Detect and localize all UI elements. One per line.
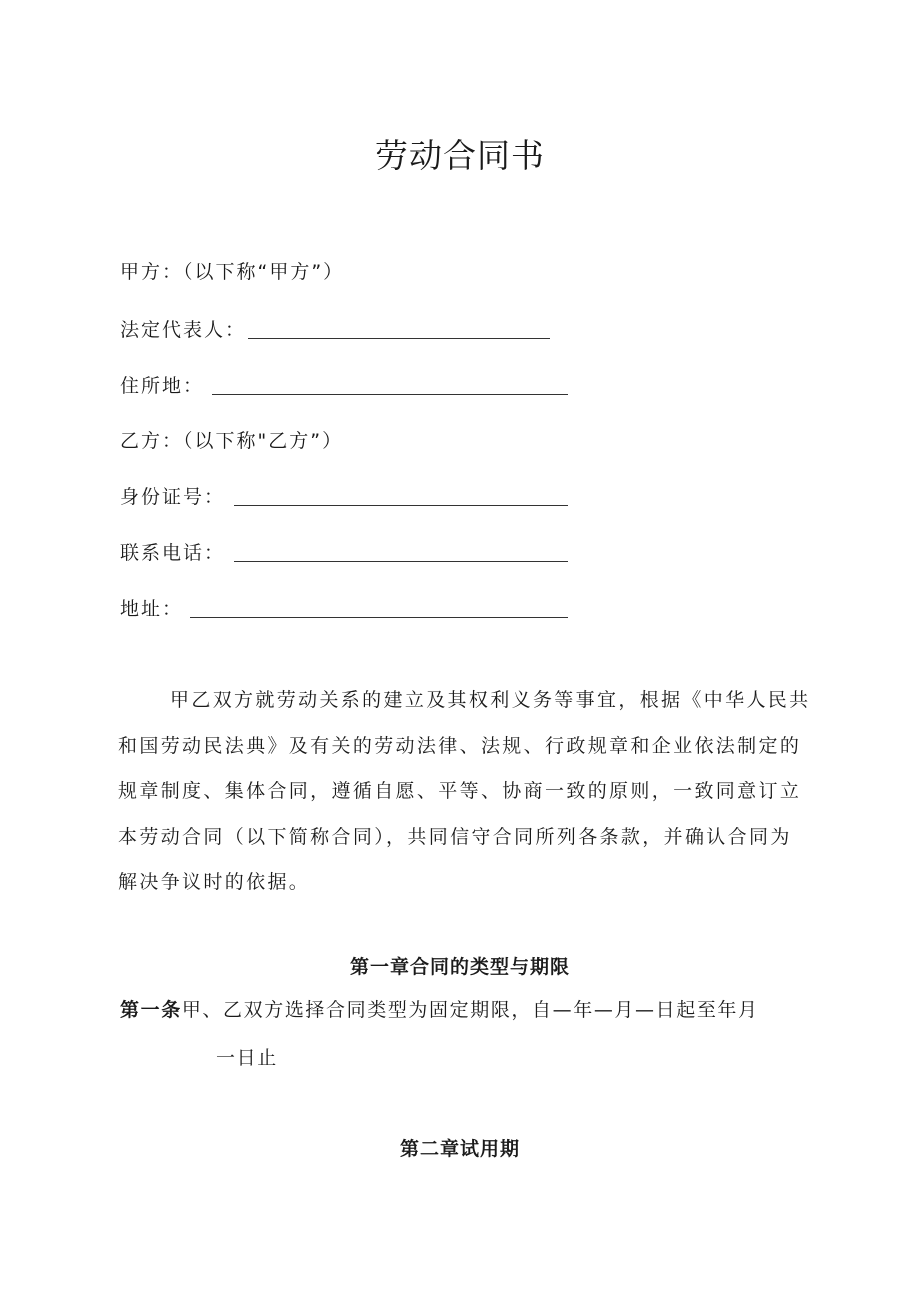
party-a-address-blank	[212, 394, 568, 395]
preamble-paragraph	[118, 678, 811, 906]
phone-label: 联系电话：	[120, 542, 226, 564]
chapter-1-heading: 第一章合同的类型与期限	[349, 956, 570, 978]
preamble-line: 本劳动合同（以下简称合同），共同信守合同所列各条款，并确认合同为	[118, 825, 792, 848]
party-b-address-blank	[190, 617, 568, 618]
article-1	[120, 995, 759, 1022]
legal-representative-label: 法定代表人：	[120, 319, 247, 341]
preamble-line: 甲乙双方就劳动关系的建立及其权利义务等事宜，根据《中华人民共	[170, 689, 811, 711]
id-number-label: 身份证号：	[120, 486, 226, 508]
party-a-label: 甲方：（以下称“甲方”）	[120, 261, 345, 283]
preamble-line: 规章制度、集体合同，遵循自愿、平等、协商一致的原则，一致同意订立	[118, 780, 802, 802]
preamble-line: 和国劳动民法典》及有关的劳动法律、法规、行政规章和企业依法制定的	[118, 734, 802, 757]
party-b-label: 乙方：（以下称"乙方”）	[120, 430, 344, 452]
phone-blank	[234, 561, 568, 562]
article-1-label: 第一条	[120, 999, 182, 1021]
article-1-continuation: 一日止	[216, 1047, 278, 1069]
id-number-blank	[234, 505, 568, 506]
legal-representative-blank	[248, 338, 550, 339]
party-b-address-label: 地址：	[120, 598, 184, 620]
party-a-address-label: 住所地：	[120, 375, 205, 397]
document-title: 劳动合同书	[375, 136, 545, 175]
article-1-text: 甲、乙双方选择合同类型为固定期限，自—年—月—日起至年月	[181, 999, 759, 1021]
preamble-line: 解决争议时的依据。	[118, 871, 311, 893]
chapter-2-heading: 第二章试用期	[399, 1138, 520, 1160]
